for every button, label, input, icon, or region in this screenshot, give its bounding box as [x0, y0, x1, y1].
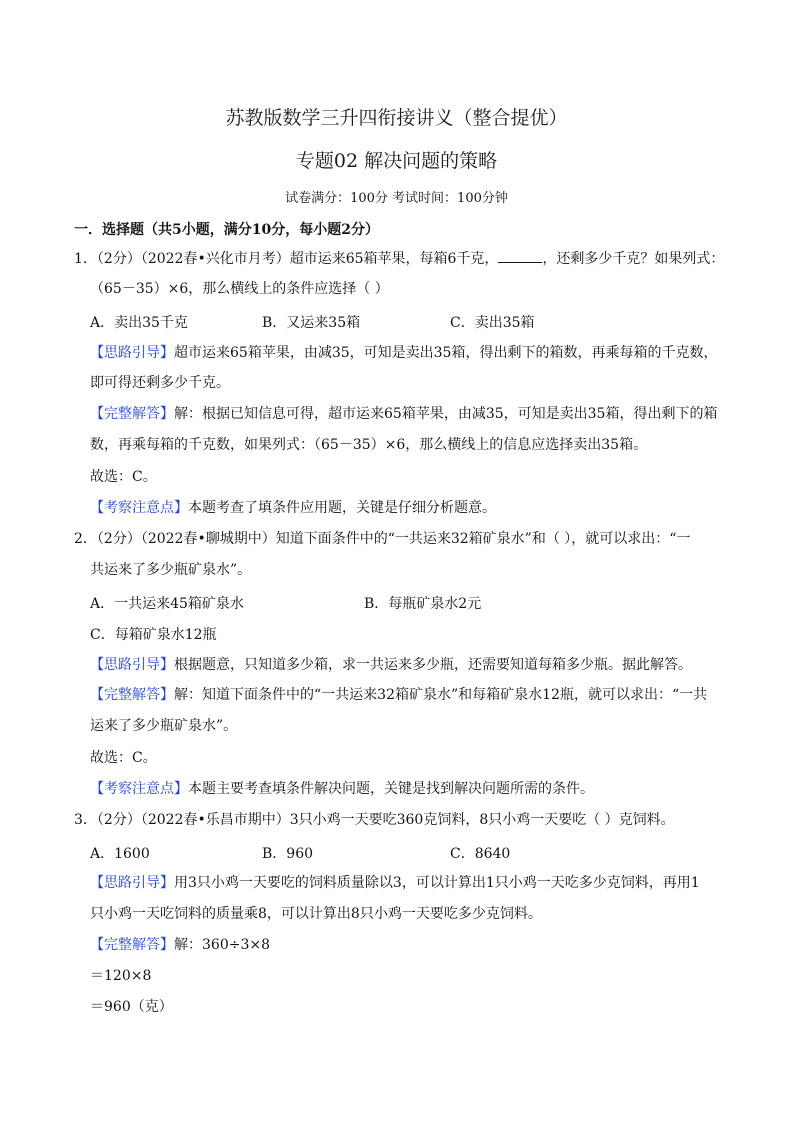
q2-option-c: C．每箱矿泉水12瓶	[90, 627, 217, 643]
q1-hint-line1	[90, 344, 717, 362]
q2-answer-text1: 解：知道下面条件中的“一共运来32箱矿泉水”和每箱矿泉水12瓶，就可以求出：“一共	[174, 687, 708, 703]
q3-answer-line	[90, 936, 270, 954]
q2-answer-tag: 【完整解答】	[90, 687, 174, 703]
q3-hint-tag: 【思路引导】	[90, 875, 174, 891]
q1-option-c: C．卖出35箱	[450, 315, 535, 331]
q1-answer-text1: 解：根据已知信息可得，超市运来65箱苹果，由减35，可知是卖出35箱，得出剩下的箱	[174, 406, 718, 422]
document-title: 苏教版数学三升四衔接讲义（整合提优）	[225, 107, 568, 129]
q1-hint-text1: 超市运来65箱苹果，由减35，可知是卖出35箱，得出剩下的箱数，再乘每箱的千克数，	[174, 345, 718, 361]
q2-note-line	[90, 780, 594, 798]
q2-option-a: A．一共运来45箱矿泉水	[90, 596, 244, 612]
q3-step2: ＝960（克）	[90, 999, 173, 1015]
q3-answer-tag: 【完整解答】	[90, 937, 174, 953]
q1-stem-line1	[74, 250, 724, 268]
q1-stem-b: ，还剩多少千克？如果列式：	[542, 251, 725, 267]
q1-answer-line1	[90, 405, 717, 423]
q3-option-b: B．960	[262, 846, 314, 862]
q3-hint-line2: 只小鸡一天吃饲料的质量乘8，可以计算出8只小鸡一天要吃多少克饲料。	[90, 906, 542, 922]
document-subtitle: 专题02 解决问题的策略	[295, 150, 498, 172]
q1-note-text: 本题考查了填条件应用题，关键是仔细分析题意。	[188, 500, 496, 516]
q2-hint-line	[90, 656, 692, 674]
q2-option-b: B．每瓶矿泉水2元	[364, 596, 482, 612]
section-heading: 一．选择题（共5小题，满分10分，每小题2分）	[74, 222, 379, 238]
q1-stem-line2: （65－35）×6，那么横线上的条件应选择（ ）	[90, 281, 389, 297]
q3-step1: ＝120×8	[90, 968, 152, 984]
q3-stem: 3．（2分）（2022春•乐昌市期中）3只小鸡一天要吃360克饲料，8只小鸡一天要吃（ ）克饲料。	[74, 812, 675, 828]
q1-option-a: A．卖出35千克	[90, 315, 188, 331]
q3-answer-text: 解：360÷3×8	[174, 937, 270, 953]
q1-hint-line2: 即可得还剩多少千克。	[90, 375, 230, 391]
q3-hint-text1: 用3只小鸡一天要吃的饲料质量除以3，可以计算出1只小鸡一天吃多少克饲料，再用1	[174, 875, 700, 891]
q2-hint-text: 根据题意，只知道多少箱，求一共运来多少瓶，还需要知道每箱多少瓶。据此解答。	[174, 657, 692, 673]
q1-option-b: B．又运来35箱	[262, 315, 361, 331]
q3-option-c: C．8640	[450, 846, 511, 862]
q2-hint-tag: 【思路引导】	[90, 657, 174, 673]
q1-answer-line2: 数，再乘每箱的千克数，如果列式：（65－35）×6，那么横线上的信息应选择卖出35箱。	[90, 437, 648, 453]
q1-note-tag: 【考察注意点】	[90, 500, 188, 516]
q2-answer-line2: 运来了多少瓶矿泉水”。	[90, 718, 238, 734]
q2-stem-line1: 2．（2分）（2022春•聊城期中）知道下面条件中的“一共运来32箱矿泉水”和（ ），就可以求出：“一	[74, 531, 691, 547]
exam-meta: 试卷满分：100分 考试时间：100分钟	[285, 191, 508, 206]
q1-note-line	[90, 499, 496, 517]
q1-blank	[498, 250, 542, 263]
q1-choice: 故选：C。	[90, 469, 157, 485]
q2-stem-line2: 共运来了多少瓶矿泉水”。	[90, 562, 252, 578]
q2-answer-line1	[90, 686, 707, 704]
q2-note-tag: 【考察注意点】	[90, 781, 188, 797]
q1-stem-a: 1．（2分）（2022春•兴化市月考）超市运来65箱苹果，每箱6千克，	[74, 251, 499, 267]
q1-hint-tag: 【思路引导】	[90, 345, 174, 361]
q2-note-text: 本题主要考查填条件解决问题，关键是找到解决问题所需的条件。	[188, 781, 594, 797]
q3-hint-line1	[90, 874, 700, 892]
q1-answer-tag: 【完整解答】	[90, 406, 174, 422]
q3-option-a: A．1600	[90, 846, 150, 862]
q2-choice: 故选：C。	[90, 750, 157, 766]
